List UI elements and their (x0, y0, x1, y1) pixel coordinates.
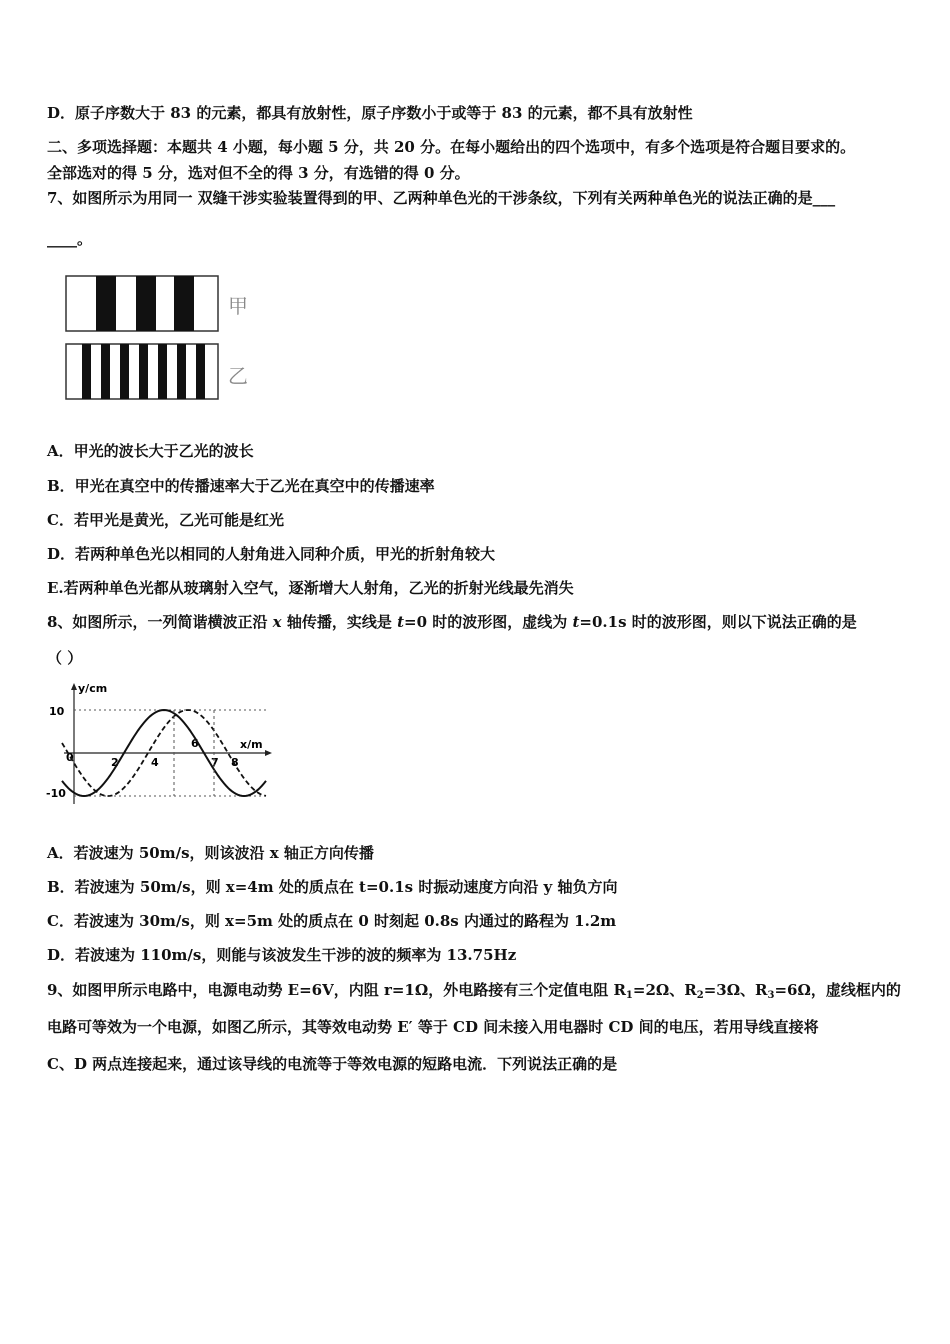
q9-subscript: 2 (696, 990, 704, 1001)
q9-text: 9、如图甲所示电路中，电源电动势 E=6V，内阻 r=1Ω，外电路接有三个定值电阻 R (47, 981, 626, 999)
q7-stem-blank: ____。 (47, 230, 93, 248)
q9-text: =3Ω、R (703, 981, 768, 999)
y-axis-label: y/cm (78, 682, 108, 695)
q8-option-c: C．若波速为 30m/s，则 x=5m 处的质点在 0 时刻起 0.8s 内通过的路程为 1.2m (47, 912, 617, 930)
q9-text: =2Ω、R (632, 981, 697, 999)
x-tick-label: 2 (111, 756, 119, 769)
label-yi: 乙 (228, 364, 248, 388)
x-tick-label: 4 (151, 756, 159, 769)
q7-stem: 7、如图所示为用同一 双缝干涉实验装置得到的甲、乙两种单色光的干涉条纹，下列有关两种单色光的说法正确的是___ (47, 189, 836, 207)
q8-stem-var: t (397, 613, 405, 631)
wave-figure (44, 680, 274, 808)
q8-stem (47, 612, 857, 632)
x-axis-arrow (265, 750, 272, 756)
q8-stem-part: 8、如图所示，一列简谐横波正沿 (47, 613, 273, 631)
y-tick-bottom: -10 (46, 787, 66, 800)
x-axis-label: x/m (240, 738, 263, 751)
q7-option-b: B．甲光在真空中的传播速率大于乙光在真空中的传播速率 (47, 477, 435, 495)
fringe-dark-band (196, 344, 205, 399)
q7-option-c: C．若甲光是黄光，乙光可能是红光 (47, 511, 284, 529)
section2-instructions: 二、多项选择题：本题共 4 小题，每小题 5 分，共 20 分。在每小题给出的四个选项中，有多个选项是符合题目要求的。 (47, 138, 856, 156)
q9-subscript: 3 (767, 990, 775, 1001)
fringe-dark-band (120, 344, 129, 399)
q8-option-d: D．若波速为 110m/s，则能与该波发生干涉的波的频率为 13.75Hz (47, 946, 517, 964)
q7-option-e: E.若两种单色光都从玻璃射入空气，逐渐增大人射角，乙光的折射光线最先消失 (47, 579, 574, 597)
fringe-dark-band (139, 344, 148, 399)
fringe-dark-band (177, 344, 186, 399)
fringe-dark-band (174, 276, 194, 331)
q8-stem-part: =0 时的波形图，虚线为 (404, 613, 573, 631)
q8-option-a: A．若波速为 50m/s，则该波沿 x 轴正方向传播 (47, 844, 374, 862)
fringe-dark-band (96, 276, 116, 331)
fringe-diagram (64, 273, 264, 401)
q8-stem-part: =0.1s 时的波形图，则以下说法正确的是 (579, 613, 857, 631)
q7-option-d: D．若两种单色光以相同的人射角进入同种介质，甲光的折射角较大 (47, 545, 496, 563)
x-tick-label: 6 (191, 737, 199, 750)
fringe-dark-band (136, 276, 156, 331)
fringe-dark-band (101, 344, 110, 399)
q9-stem-line2: 电路可等效为一个电源，如图乙所示，其等效电动势 E′ 等于 CD 间未接入用电器时 CD 间的电压，若用导线直接将 (47, 1018, 819, 1036)
q8-stem-var: t (572, 613, 580, 631)
x-tick-label: 7 (211, 756, 219, 769)
q7-option-a: A．甲光的波长大于乙光的波长 (47, 442, 254, 460)
q8-answer-paren: （ ） (47, 649, 83, 667)
q8-option-b: B．若波速为 50m/s，则 x=4m 处的质点在 t=0.1s 时振动速度方向沿 y 轴负方向 (47, 878, 618, 896)
y-tick-top: 10 (49, 705, 65, 718)
q6-option-d: D．原子序数大于 83 的元素，都具有放射性，原子序数小于或等于 83 的元素，都不具有放射性 (47, 104, 693, 122)
fringe-figure (64, 273, 264, 401)
x-tick-label: 8 (231, 756, 239, 769)
label-jia: 甲 (228, 294, 248, 318)
q9-stem-line3: C、D 两点连接起来，通过该导线的电流等于等效电源的短路电流．下列说法正确的是 (47, 1055, 618, 1073)
wave-graph (44, 680, 274, 808)
origin-label: 0 (66, 751, 74, 764)
q9-stem-line1 (47, 980, 901, 1006)
q9-text: =6Ω，虚线框内的 (774, 981, 901, 999)
fringe-dark-band (158, 344, 167, 399)
y-axis-arrow (71, 683, 77, 690)
q9-subscript: 1 (625, 990, 633, 1001)
q8-stem-part: 轴传播，实线是 (281, 613, 398, 631)
q8-stem-var: x (272, 613, 282, 631)
fringe-dark-band (82, 344, 91, 399)
section2-scoring: 全部选对的得 5 分，选对但不全的得 3 分，有选错的得 0 分。 (47, 164, 470, 182)
